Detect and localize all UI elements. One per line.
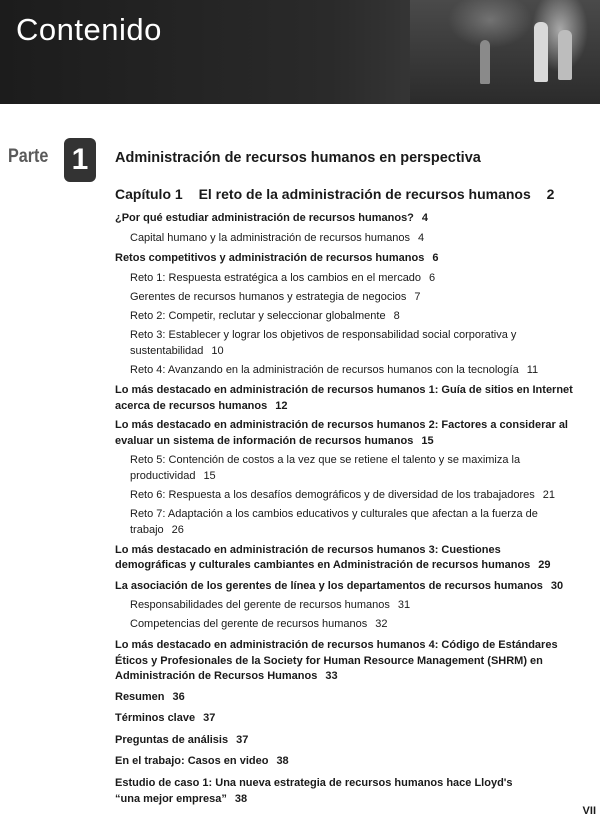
- toc-entry[interactable]: “una mejor empresa” 38: [115, 793, 248, 805]
- toc-entry[interactable]: productividad 15: [130, 470, 216, 482]
- toc-entry[interactable]: Reto 4: Avanzando en la administración de recursos humanos con la tecnología 11: [130, 364, 539, 376]
- toc-entry[interactable]: Lo más destacado en administración de recursos humanos 2: Factores a considerar al: [115, 419, 568, 431]
- toc-entry[interactable]: Resumen 36: [115, 691, 185, 703]
- toc-entry[interactable]: Preguntas de análisis 37: [115, 734, 249, 746]
- toc-entry[interactable]: Reto 7: Adaptación a los cambios educativos y culturales que afectan a la fuerza de: [130, 508, 538, 520]
- toc-entry[interactable]: Términos clave 37: [115, 712, 216, 724]
- toc-entry[interactable]: La asociación de los gerentes de línea y los departamentos de recursos humanos 30: [115, 580, 564, 592]
- toc-entry[interactable]: Reto 3: Establecer y lograr los objetivos de responsabilidad social corporativa y: [130, 329, 517, 341]
- chapter-label: Capítulo 1: [115, 186, 183, 202]
- toc-entry[interactable]: demográficas y culturales cambiantes en Administración de recursos humanos 29: [115, 559, 551, 571]
- toc-entry[interactable]: Gerentes de recursos humanos y estrategia de negocios 7: [130, 291, 421, 303]
- part-title: Administración de recursos humanos en perspectiva: [115, 150, 481, 166]
- toc-entry[interactable]: Lo más destacado en administración de recursos humanos 3: Cuestiones: [115, 544, 501, 556]
- part-label: Parte: [8, 146, 49, 167]
- toc-entry[interactable]: Capital humano y la administración de recursos humanos 4: [130, 232, 425, 244]
- toc-entry[interactable]: ¿Por qué estudiar administración de recursos humanos? 4: [115, 212, 429, 224]
- toc-entry[interactable]: Lo más destacado en administración de recursos humanos 1: Guía de sitios en Internet: [115, 384, 573, 396]
- toc-entry[interactable]: acerca de recursos humanos 12: [115, 400, 288, 412]
- toc-entry[interactable]: evaluar un sistema de información de recursos humanos 15: [115, 435, 434, 447]
- toc-entry[interactable]: Lo más destacado en administración de recursos humanos 4: Código de Estándares: [115, 639, 558, 651]
- toc-entry[interactable]: Competencias del gerente de recursos humanos 32: [130, 618, 388, 630]
- toc-entry[interactable]: Reto 2: Competir, reclutar y seleccionar globalmente 8: [130, 310, 400, 322]
- toc-entry[interactable]: Éticos y Profesionales de la Society for Human Resource Management (SHRM) en: [115, 655, 543, 667]
- toc-entry[interactable]: Estudio de caso 1: Una nueva estrategia de recursos humanos hace Lloyd's: [115, 777, 513, 789]
- toc-entry[interactable]: sustentabilidad 10: [130, 345, 224, 357]
- page-title: Contenido: [16, 12, 162, 47]
- part-number-badge: 1: [64, 138, 96, 182]
- toc-entry[interactable]: Retos competitivos y administración de recursos humanos 6: [115, 252, 439, 264]
- chapter-page: 2: [546, 186, 555, 202]
- toc-entry[interactable]: Administración de Recursos Humanos 33: [115, 670, 338, 682]
- toc-entry[interactable]: trabajo 26: [130, 524, 184, 536]
- toc-entry[interactable]: Responsabilidades del gerente de recursos humanos 31: [130, 599, 411, 611]
- toc-entry[interactable]: Reto 6: Respuesta a los desafíos demográficos y de diversidad de los trabajadores 21: [130, 489, 556, 501]
- toc-entry[interactable]: Reto 5: Contención de costos a la vez que se retiene el talento y se maximiza la: [130, 454, 521, 466]
- page-number: VII: [582, 805, 596, 817]
- toc-entry[interactable]: En el trabajo: Casos en video 38: [115, 755, 289, 767]
- toc-entry[interactable]: Reto 1: Respuesta estratégica a los cambios en el mercado 6: [130, 272, 436, 284]
- chapter-title: El reto de la administración de recursos humanos: [198, 186, 531, 202]
